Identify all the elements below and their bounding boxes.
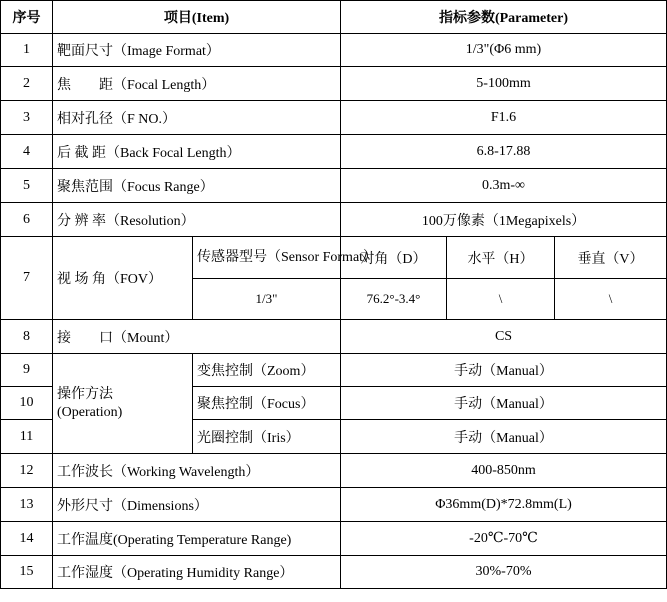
row-item: 后 截 距（Back Focal Length） [53, 135, 341, 169]
row-number: 15 [1, 556, 53, 589]
header-item: 项目(Item) [53, 1, 341, 34]
row-value: 30%-70% [341, 556, 667, 589]
row-number: 6 [1, 203, 53, 237]
fov-item: 视 场 角（FOV） [53, 237, 193, 320]
row-item: 工作温度(Operating Temperature Range) [53, 522, 341, 556]
fov-diagonal-value: 76.2°-3.4° [341, 279, 447, 320]
row-value: F1.6 [341, 101, 667, 135]
row-item: 工作湿度（Operating Humidity Range） [53, 556, 341, 589]
header-parameter: 指标参数(Parameter) [341, 1, 667, 34]
table-row [1, 101, 667, 135]
row-value: 400-850nm [341, 454, 667, 488]
fov-horizontal-value: \ [447, 279, 555, 320]
table-row [1, 135, 667, 169]
row-number: 11 [1, 420, 53, 454]
operation-value: 手动（Manual） [341, 420, 667, 454]
table-row [1, 488, 667, 522]
row-value: 100万像素（1Megapixels） [341, 203, 667, 237]
row-number: 1 [1, 34, 53, 67]
row-value: -20℃-70℃ [341, 522, 667, 556]
row-number: 3 [1, 101, 53, 135]
table-row [1, 67, 667, 101]
row-item: 聚焦范围（Focus Range） [53, 169, 341, 203]
operation-value: 手动（Manual） [341, 387, 667, 420]
row-value: 0.3m-∞ [341, 169, 667, 203]
row-number: 2 [1, 67, 53, 101]
table-row [1, 556, 667, 589]
row-number: 4 [1, 135, 53, 169]
table-row [1, 203, 667, 237]
row-value: 6.8-17.88 [341, 135, 667, 169]
operation-value: 手动（Manual） [341, 354, 667, 387]
fov-vertical-label: 垂直（V） [555, 237, 667, 279]
row-item: 接 口（Mount） [53, 320, 341, 354]
header-no: 序号 [1, 1, 53, 34]
row-item: 外形尺寸（Dimensions） [53, 488, 341, 522]
operation-control: 聚焦控制（Focus） [193, 387, 341, 420]
row-item: 相对孔径（F NO.） [53, 101, 341, 135]
row-item: 分 辨 率（Resolution） [53, 203, 341, 237]
fov-diagonal-label: 对角（D） [341, 237, 447, 279]
table-row [1, 34, 667, 67]
row-number: 13 [1, 488, 53, 522]
fov-horizontal-label: 水平（H） [447, 237, 555, 279]
fov-header-row [1, 237, 667, 279]
operation-label: 操作方法 (Operation) [53, 354, 193, 454]
row-number: 9 [1, 354, 53, 387]
table-row [1, 454, 667, 488]
row-value: 1/3"(Φ6 mm) [341, 34, 667, 67]
row-value: 5-100mm [341, 67, 667, 101]
fov-sensor-label: 传感器型号（Sensor Format） [193, 237, 341, 279]
row-number: 10 [1, 387, 53, 420]
operation-row [1, 354, 667, 387]
row-number: 14 [1, 522, 53, 556]
row-value: Φ36mm(D)*72.8mm(L) [341, 488, 667, 522]
row-item: 焦 距（Focal Length） [53, 67, 341, 101]
row-number: 7 [1, 237, 53, 320]
table-header-row [1, 1, 667, 34]
row-item: 靶面尺寸（Image Format） [53, 34, 341, 67]
fov-sensor-value: 1/3" [193, 279, 341, 320]
table-row [1, 522, 667, 556]
table-row [1, 169, 667, 203]
row-number: 8 [1, 320, 53, 354]
operation-control: 光圈控制（Iris） [193, 420, 341, 454]
row-value: CS [341, 320, 667, 354]
operation-control: 变焦控制（Zoom） [193, 354, 341, 387]
row-number: 5 [1, 169, 53, 203]
row-number: 12 [1, 454, 53, 488]
table-row [1, 320, 667, 354]
fov-vertical-value: \ [555, 279, 667, 320]
row-item: 工作波长（Working Wavelength） [53, 454, 341, 488]
